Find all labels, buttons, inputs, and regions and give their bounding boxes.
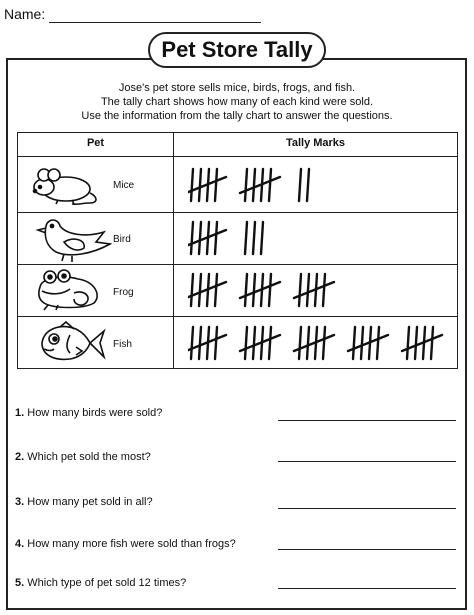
table-row-divider: [18, 316, 457, 317]
answer-line-3[interactable]: [278, 508, 456, 509]
tally-stroke: [191, 327, 193, 359]
tally-stroke: [215, 222, 217, 254]
table-header-divider: [18, 156, 457, 157]
frog-icon: [34, 269, 108, 311]
tally-row-frog: [188, 272, 458, 310]
tally-stroke: [215, 327, 217, 359]
name-answer-line[interactable]: [49, 22, 261, 23]
tally-stroke: [245, 274, 247, 306]
tally-stroke: [253, 222, 255, 254]
tally-stroke: [307, 274, 309, 306]
tally-row-bird: [188, 220, 458, 258]
answer-line-2[interactable]: [278, 461, 456, 462]
tally-stroke: [353, 327, 355, 359]
tally-stroke: [307, 169, 309, 201]
fish-icon: [36, 321, 108, 365]
intro-line-1: Jose's pet store sells mice, birds, frogs, and fish.: [118, 82, 356, 94]
header-pet: Pet: [86, 137, 105, 149]
intro-line-3: Use the information from the tally chart to answer the questions.: [81, 110, 393, 122]
tally-stroke: [245, 327, 247, 359]
tally-stroke: [431, 327, 433, 359]
tally-stroke: [323, 327, 325, 359]
tally-stroke: [245, 169, 247, 201]
answer-line-4[interactable]: [278, 549, 456, 550]
pet-label-bird: Bird: [113, 234, 131, 245]
table-row-divider: [18, 212, 457, 213]
header-tally: Tally Marks: [285, 137, 346, 149]
tally-stroke: [253, 327, 255, 359]
tally-stroke: [269, 327, 271, 359]
pet-label-mice: Mice: [113, 180, 135, 191]
tally-stroke: [199, 327, 201, 359]
tally-stroke: [299, 274, 301, 306]
tally-stroke: [407, 327, 409, 359]
tally-stroke: [261, 222, 263, 254]
name-label: Name:: [4, 6, 46, 22]
tally-table: [17, 132, 458, 369]
tally-stroke: [299, 169, 301, 201]
question-3: 3. How many pet sold in all?: [15, 496, 153, 508]
tally-stroke: [269, 274, 271, 306]
mouse-icon: [32, 163, 104, 207]
tally-stroke: [215, 169, 217, 201]
answer-line-5[interactable]: [278, 588, 456, 589]
question-5: 5. Which type of pet sold 12 times?: [15, 577, 187, 589]
page-title: Pet Store Tally: [148, 32, 326, 68]
tally-stroke: [307, 327, 309, 359]
table-column-divider: [173, 133, 174, 368]
tally-row-fish: [188, 325, 458, 363]
tally-stroke: [191, 274, 193, 306]
tally-stroke: [377, 327, 379, 359]
tally-stroke: [199, 274, 201, 306]
question-2: 2. Which pet sold the most?: [15, 451, 151, 463]
bird-icon: [34, 216, 114, 262]
tally-stroke: [191, 222, 193, 254]
tally-stroke: [299, 327, 301, 359]
tally-stroke: [253, 274, 255, 306]
question-1: 1. How many birds were sold?: [15, 407, 163, 419]
tally-stroke: [269, 169, 271, 201]
tally-stroke: [323, 274, 325, 306]
tally-stroke: [253, 169, 255, 201]
tally-stroke: [191, 169, 193, 201]
tally-stroke: [245, 222, 247, 254]
tally-stroke: [415, 327, 417, 359]
answer-line-1[interactable]: [278, 420, 456, 421]
tally-stroke: [199, 169, 201, 201]
tally-stroke: [199, 222, 201, 254]
pet-label-fish: Fish: [113, 339, 132, 350]
table-row-divider: [18, 264, 457, 265]
tally-row-mice: [188, 167, 458, 205]
tally-stroke: [215, 274, 217, 306]
intro-line-2: The tally chart shows how many of each kind were sold.: [100, 96, 374, 108]
tally-stroke: [361, 327, 363, 359]
question-4: 4. How many more fish were sold than frogs?: [15, 538, 236, 550]
pet-label-frog: Frog: [113, 287, 134, 298]
